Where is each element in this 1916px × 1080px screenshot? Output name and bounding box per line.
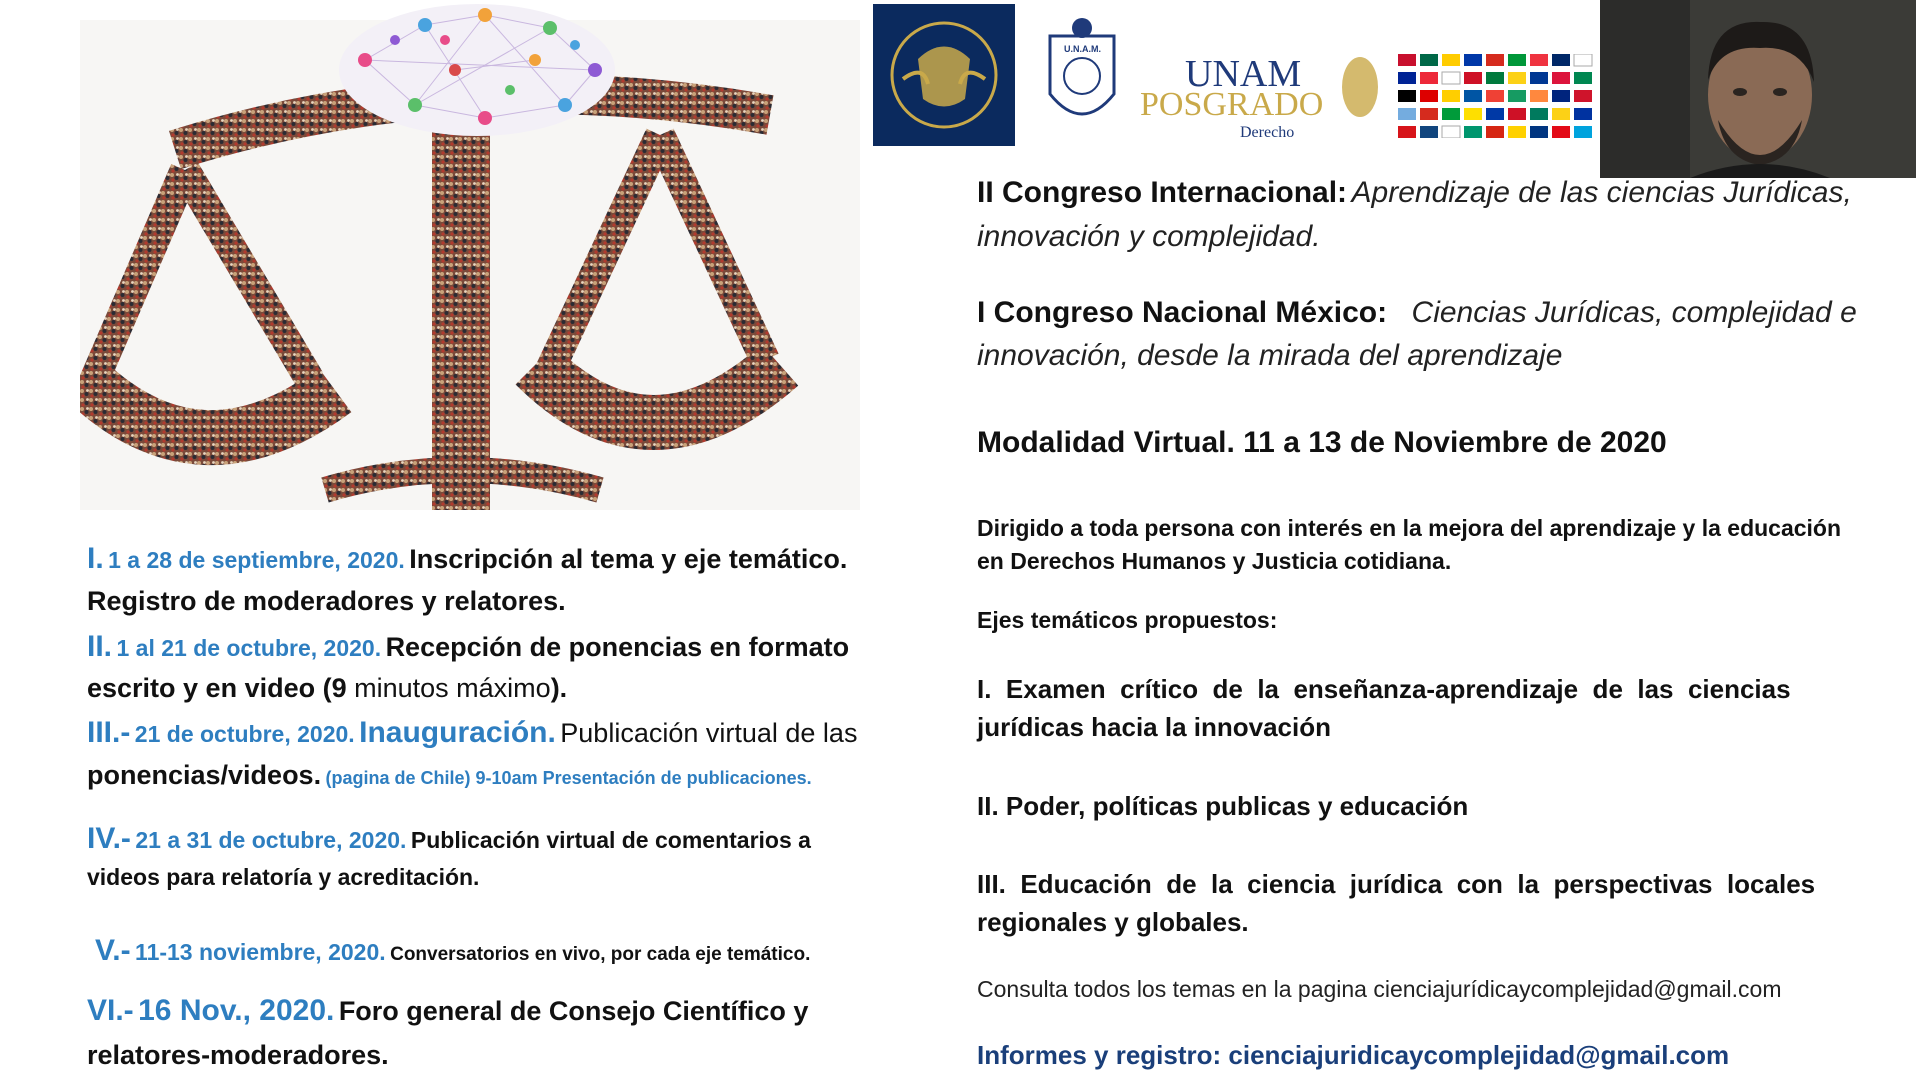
schedule-date: 21 a 31 de octubre, 2020. xyxy=(135,827,407,853)
congreso-nac-title: Ciencias Jurídicas, complejidad e xyxy=(1411,296,1857,329)
schedule-number: VI.- xyxy=(87,994,134,1027)
schedule-item-3-line2 xyxy=(87,762,812,789)
dirigido-line1: Dirigido a toda persona con interés en la mejora del aprendizaje y la educación xyxy=(977,515,1842,541)
congreso-int-title-line2: innovación y complejidad. xyxy=(977,220,1321,253)
world-flags-image xyxy=(1398,54,1600,138)
posgrado-line3: Derecho xyxy=(1240,124,1295,141)
congreso-nac-title-line2: innovación, desde la mirada del aprendizaje xyxy=(977,339,1563,372)
faculty-seal-text: U.N.A.M. xyxy=(1064,44,1101,54)
schedule-text: Inscripción al tema y eje temático. xyxy=(409,544,848,574)
schedule-text-part: ). xyxy=(550,673,568,703)
congreso-internacional-heading xyxy=(977,178,1852,208)
posgrado-line2: POSGRADO xyxy=(1140,86,1324,123)
webcam-video-thumbnail[interactable] xyxy=(1600,0,1916,178)
schedule-item-6-line2: relatores-moderadores. xyxy=(87,1040,389,1070)
eje-2: II. Poder, políticas publicas y educación xyxy=(977,791,1469,821)
schedule-text: Publicación virtual de comentarios a xyxy=(410,827,811,853)
congreso-nac-label: I Congreso Nacional México: xyxy=(977,296,1388,329)
unam-posgrado-logo xyxy=(1140,52,1380,142)
schedule-item-5 xyxy=(95,936,810,966)
schedule-item-1 xyxy=(87,544,847,574)
schedule-note: (pagina de Chile) 9-10am Presentación de publicaciones. xyxy=(325,768,812,788)
schedule-date: 1 al 21 de octubre, 2020. xyxy=(116,635,382,661)
schedule-date: 11-13 noviembre, 2020. xyxy=(135,939,386,965)
schedule-text: Foro general de Consejo Científico y xyxy=(338,996,809,1026)
schedule-item-1-line2: Registro de moderadores y relatores. xyxy=(87,586,566,616)
schedule-item-2 xyxy=(87,632,849,662)
schedule-item-4 xyxy=(87,824,811,854)
eje-1-line2: jurídicas hacia la innovación xyxy=(977,712,1332,742)
schedule-text: ponencias/videos. xyxy=(87,760,322,790)
schedule-item-4-line2: videos para relatoría y acreditación. xyxy=(87,864,480,890)
brain-network-image xyxy=(335,0,620,160)
schedule-date: 21 de octubre, 2020. xyxy=(134,721,355,747)
ejes-tematicos-title: Ejes temáticos propuestos: xyxy=(977,607,1278,633)
faculty-law-seal-logo xyxy=(1042,14,1122,136)
schedule-date: 1 a 28 de septiembre, 2020. xyxy=(108,547,405,573)
informes-registro-link[interactable]: Informes y registro: cienciajuridicaycomplejidad@gmail.com xyxy=(977,1040,1730,1070)
eje-3-line2: regionales y globales. xyxy=(977,907,1249,937)
schedule-number: III.- xyxy=(87,716,131,749)
dirigido-line2: en Derechos Humanos y Justicia cotidiana. xyxy=(977,548,1452,574)
schedule-text: Publicación virtual de las xyxy=(560,718,858,748)
consulta-text: Consulta todos los temas en la pagina cienciajurídicaycomplejidad@gmail.com xyxy=(977,976,1782,1002)
schedule-text: Conversatorios en vivo, por cada eje temático. xyxy=(390,944,811,965)
schedule-text: Recepción de ponencias en formato xyxy=(385,632,850,662)
congreso-int-title: Aprendizaje de las ciencias Jurídicas, xyxy=(1351,176,1852,209)
schedule-date: 16 Nov., 2020. xyxy=(138,994,335,1027)
schedule-number: II. xyxy=(87,630,113,663)
eje-1-line1: I. Examen crítico de la enseñanza-aprendizaje de las ciencias xyxy=(977,674,1791,704)
posgrado-line1: UNAM xyxy=(1185,53,1302,95)
schedule-number: I. xyxy=(87,542,104,575)
schedule-item-3 xyxy=(87,718,857,748)
schedule-item-6 xyxy=(87,996,808,1026)
schedule-item-2-line2 xyxy=(87,675,567,702)
unam-crest-logo xyxy=(873,4,1015,146)
eje-3-line1: III. Educación de la ciencia jurídica con la perspectivas locales xyxy=(977,869,1816,899)
schedule-number: IV.- xyxy=(87,822,131,855)
schedule-highlight: Inauguración. xyxy=(359,716,556,749)
modalidad-virtual: Modalidad Virtual. 11 a 13 de Noviembre de 2020 xyxy=(977,426,1667,459)
schedule-text-part: minutos máximo xyxy=(346,673,551,703)
congreso-int-label: II Congreso Internacional: xyxy=(977,176,1348,209)
schedule-number: V.- xyxy=(95,934,131,967)
congreso-nacional-heading xyxy=(977,298,1857,328)
schedule-text-part: 9 xyxy=(331,673,347,703)
schedule-text-part: escrito y en video ( xyxy=(87,673,332,703)
